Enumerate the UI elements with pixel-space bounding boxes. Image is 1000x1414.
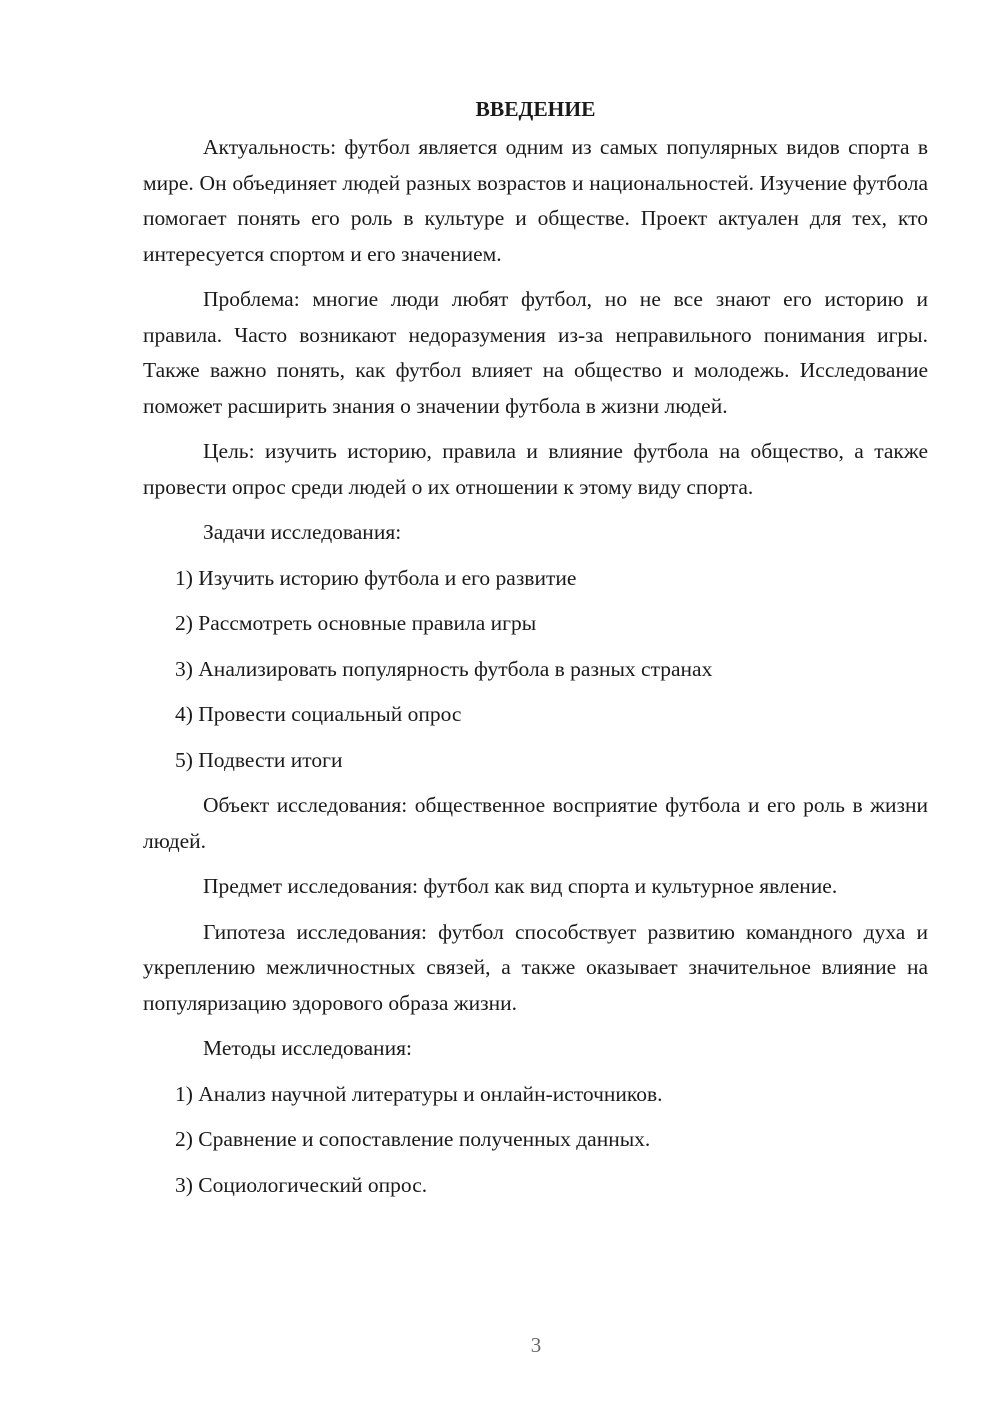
task-item: 5) Подвести итоги bbox=[175, 747, 343, 772]
task-item: 2) Рассмотреть основные правила игры bbox=[175, 611, 537, 635]
section-title: ВВЕДЕНИЕ bbox=[475, 97, 596, 121]
problem-paragraph: Проблема: многие люди любят футбол, но не все знают его историю и правила. Часто возникают недоразумения из-за неправильного понимания игры. Также важно понять, как футбол влияет на общество и молодежь. Исследование поможет расширить знания о значении футбола в жизни людей. bbox=[143, 287, 928, 418]
goal-paragraph: Цель: изучить историю, правила и влияние футбола на общество, а также провести опрос среди людей о их отношении к этому виду спорта. bbox=[143, 439, 928, 499]
tasks-heading: Задачи исследования: bbox=[203, 520, 402, 544]
method-item: 2) Сравнение и сопоставление полученных данных. bbox=[175, 1127, 651, 1151]
task-item: 4) Провести социальный опрос bbox=[175, 702, 462, 726]
page-number: 3 bbox=[530, 1333, 542, 1357]
object-paragraph: Объект исследования: общественное восприятие футбола и его роль в жизни людей. bbox=[143, 793, 928, 853]
hypothesis-paragraph: Гипотеза исследования: футбол способствует развитию командного духа и укреплению межличностных связей, а также оказывает значительное влияние на популяризацию здорового образа жизни. bbox=[143, 919, 928, 1015]
task-item: 3) Анализировать популярность футбола в разных странах bbox=[175, 656, 713, 681]
relevance-paragraph: Актуальность: футбол является одним из самых популярных видов спорта в мире. Он объединяет людей разных возрастов и национальностей. Изучение футбола помогает понять его роль в культуре и обществе. Проект актуален для тех, кто интересуется спортом и его значением. bbox=[143, 135, 928, 266]
method-item: 1) Анализ научной литературы и онлайн-источников. bbox=[175, 1081, 663, 1106]
subject-paragraph: Предмет исследования: футбол как вид спорта и культурное явление. bbox=[203, 874, 838, 898]
method-item: 3) Социологический опрос. bbox=[175, 1172, 428, 1197]
task-item: 1) Изучить историю футбола и его развитие bbox=[175, 565, 577, 590]
document-page bbox=[143, 92, 928, 1213]
methods-heading: Методы исследования: bbox=[203, 1036, 412, 1060]
